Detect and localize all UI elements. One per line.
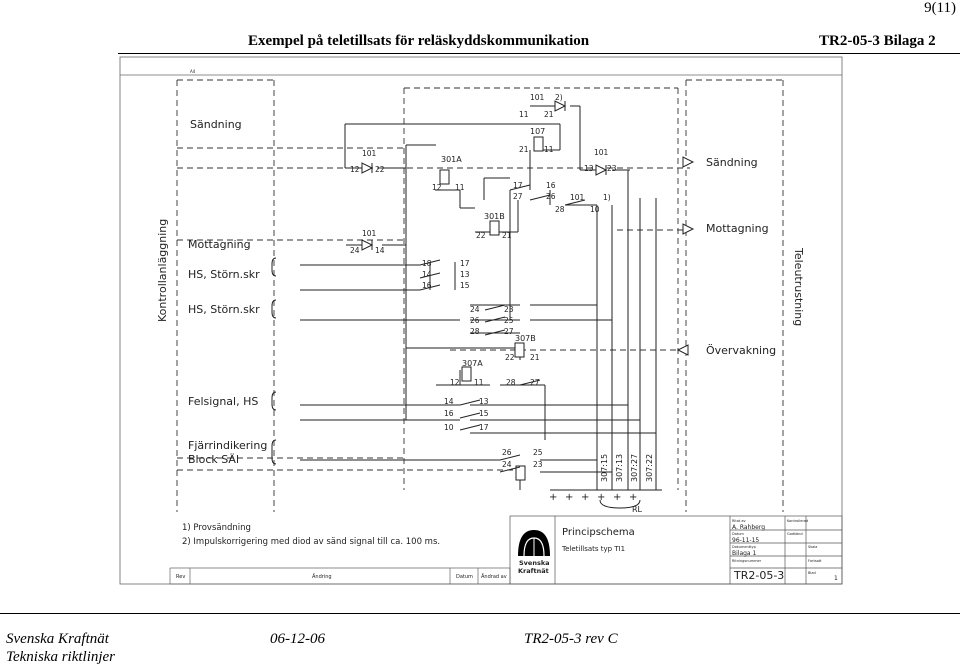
svg-text:12: 12 [450,378,460,387]
svg-text:17: 17 [460,259,470,268]
svg-text:22: 22 [375,165,385,174]
svg-text:+: + [565,492,574,503]
svg-text:11: 11 [455,183,465,192]
pin-labels [350,93,617,469]
revision-headers [176,573,507,580]
svg-text:Datum: Datum [732,532,744,536]
left-side-label: Kontrollanläggning [156,218,169,322]
relay-307b: 307B [515,334,536,343]
relay-107: 107 [530,127,546,136]
svg-text:23: 23 [607,164,617,173]
svg-text:22: 22 [505,353,515,362]
svg-text:16: 16 [444,409,454,418]
bottom-plus-terminals [549,492,637,503]
label-sandning-right: Sändning [706,156,758,169]
right-signal-labels [706,156,776,357]
label-hs-storn-2: HS, Störn.skr [188,303,260,316]
svg-text:Skala: Skala [808,545,818,549]
svg-text:Kraftnät: Kraftnät [518,567,549,575]
svg-text:21: 21 [502,231,512,240]
document-reference: TR2-05-3 Bilaga 2 [819,33,936,49]
svg-text:Ritat av: Ritat av [732,519,746,523]
svg-text:27: 27 [530,378,540,387]
svg-text:25: 25 [504,316,514,325]
svg-text:14: 14 [422,270,432,279]
svg-text:Godkänd: Godkänd [787,532,803,536]
notes [182,523,440,547]
svg-text:15: 15 [479,409,489,418]
svenska-kraftnat-logo [518,530,550,575]
label-fjarrindikering: Fjärrindikering [188,439,268,452]
svg-text:13: 13 [479,397,489,406]
svg-text:Dokumenttyp: Dokumenttyp [732,545,756,549]
svg-text:101: 101 [362,229,377,238]
svg-text:15: 15 [460,281,470,290]
svg-text:307:15: 307:15 [600,453,609,482]
svg-text:307:13: 307:13 [615,453,624,482]
svg-text:Blad: Blad [808,571,816,575]
svg-text:101: 101 [530,93,545,102]
page-number: 9(11) [924,0,956,16]
svg-text:101: 101 [362,149,377,158]
svg-text:2): 2) [555,93,563,102]
svg-text:25: 25 [533,448,543,457]
svg-text:10: 10 [444,423,454,432]
svg-text:+: + [597,492,606,503]
label-mottagning-right: Mottagning [706,222,769,235]
svg-text:12: 12 [432,183,442,192]
footer-revision: TR2-05-3 rev C [524,631,618,647]
svg-text:21: 21 [530,353,540,362]
title-block-grid [510,516,842,584]
relay-301a: 301A [441,155,462,164]
svg-text:28: 28 [470,327,480,336]
svg-text:13: 13 [460,270,470,279]
svg-text:27: 27 [504,327,514,336]
diodes [362,101,693,355]
svg-text:17: 17 [479,423,489,432]
vertical-terminal-labels [600,454,654,482]
svg-text:+: + [549,492,558,503]
svg-text:14: 14 [444,397,454,406]
svg-text:21: 21 [519,145,529,154]
footer-rule [0,613,960,614]
left-signal-labels [188,118,267,466]
drawing-title: Principschema [562,527,635,538]
svg-text:Ändrad av: Ändrad av [481,574,507,580]
relay-rl: RL [632,505,643,514]
svg-text:26: 26 [502,448,512,457]
svg-text:307:22: 307:22 [645,453,654,482]
dashed-boundaries [177,80,783,512]
svg-text:24: 24 [470,305,480,314]
svg-text:11: 11 [474,378,484,387]
document-title: Exempel på teletillsats för reläskyddskommunikation [248,33,590,49]
svg-text:17: 17 [513,181,523,190]
svg-text:16: 16 [422,281,432,290]
svg-text:1): 1) [603,193,611,202]
svg-text:+: + [581,492,590,503]
drawing-number: TR2-05-3 [734,569,785,582]
svg-text:Kontrollerad: Kontrollerad [787,519,809,523]
svg-text:+: + [613,492,622,503]
svg-text:101: 101 [594,148,609,157]
label-mottagning-left: Mottagning [188,238,251,251]
svg-text:23: 23 [504,305,514,314]
note-2: 2) Impulskorrigering med diod av sänd signal till ca. 100 ms. [182,537,441,547]
relay-307a: 307A [462,359,483,368]
svg-text:24: 24 [350,246,360,255]
relay-301b: 301B [484,212,505,221]
svg-text:13: 13 [584,164,594,173]
svg-text:24: 24 [502,460,512,469]
svg-text:11: 11 [519,110,529,119]
svg-text:1: 1 [834,575,838,582]
svg-text:Svenska: Svenska [519,559,550,567]
svg-text:Bilaga 1: Bilaga 1 [732,550,757,557]
drawing-subtitle: Teletillsats typ TI1 [562,545,626,553]
corner-tag: A4 [190,69,196,74]
svg-text:+: + [629,492,638,503]
svg-text:18: 18 [422,259,432,268]
svg-text:22: 22 [476,231,486,240]
svg-text:27: 27 [513,192,523,201]
svg-text:28: 28 [506,378,516,387]
svg-text:101: 101 [570,193,585,202]
svg-text:28: 28 [555,205,565,214]
svg-text:Fortsatt: Fortsatt [808,559,822,563]
svg-text:26: 26 [470,316,480,325]
note-1: 1) Provsändning [182,523,251,533]
svg-text:23: 23 [533,460,543,469]
svg-text:10: 10 [590,205,600,214]
label-block: Block SÄl [188,453,240,466]
svg-text:Ritningsnummer: Ritningsnummer [732,559,762,563]
svg-text:11: 11 [544,145,554,154]
label-overvakning-right: Övervakning [706,344,777,357]
svg-text:16: 16 [546,181,556,190]
footer-organization: Svenska Kraftnät [6,631,109,647]
svg-text:26: 26 [546,192,556,201]
right-side-label: Teleutrustning [792,248,805,327]
label-sandning-left: Sändning [190,118,242,131]
svg-text:Datum: Datum [456,574,473,580]
svg-text:Rev: Rev [176,574,186,580]
svg-text:12: 12 [350,165,360,174]
svg-text:96-11-15: 96-11-15 [732,537,760,544]
svg-text:A. Rahberg: A. Rahberg [732,524,765,531]
footer-series: Tekniska riktlinjer [6,649,116,665]
svg-text:Ändring: Ändring [312,574,332,580]
svg-text:14: 14 [375,246,385,255]
label-felsignal: Felsignal, HS [188,395,259,408]
svg-text:307:27: 307:27 [630,453,639,482]
svg-text:21: 21 [544,110,554,119]
label-hs-storn-1: HS, Störn.skr [188,268,260,281]
footer-date: 06-12-06 [270,631,325,647]
